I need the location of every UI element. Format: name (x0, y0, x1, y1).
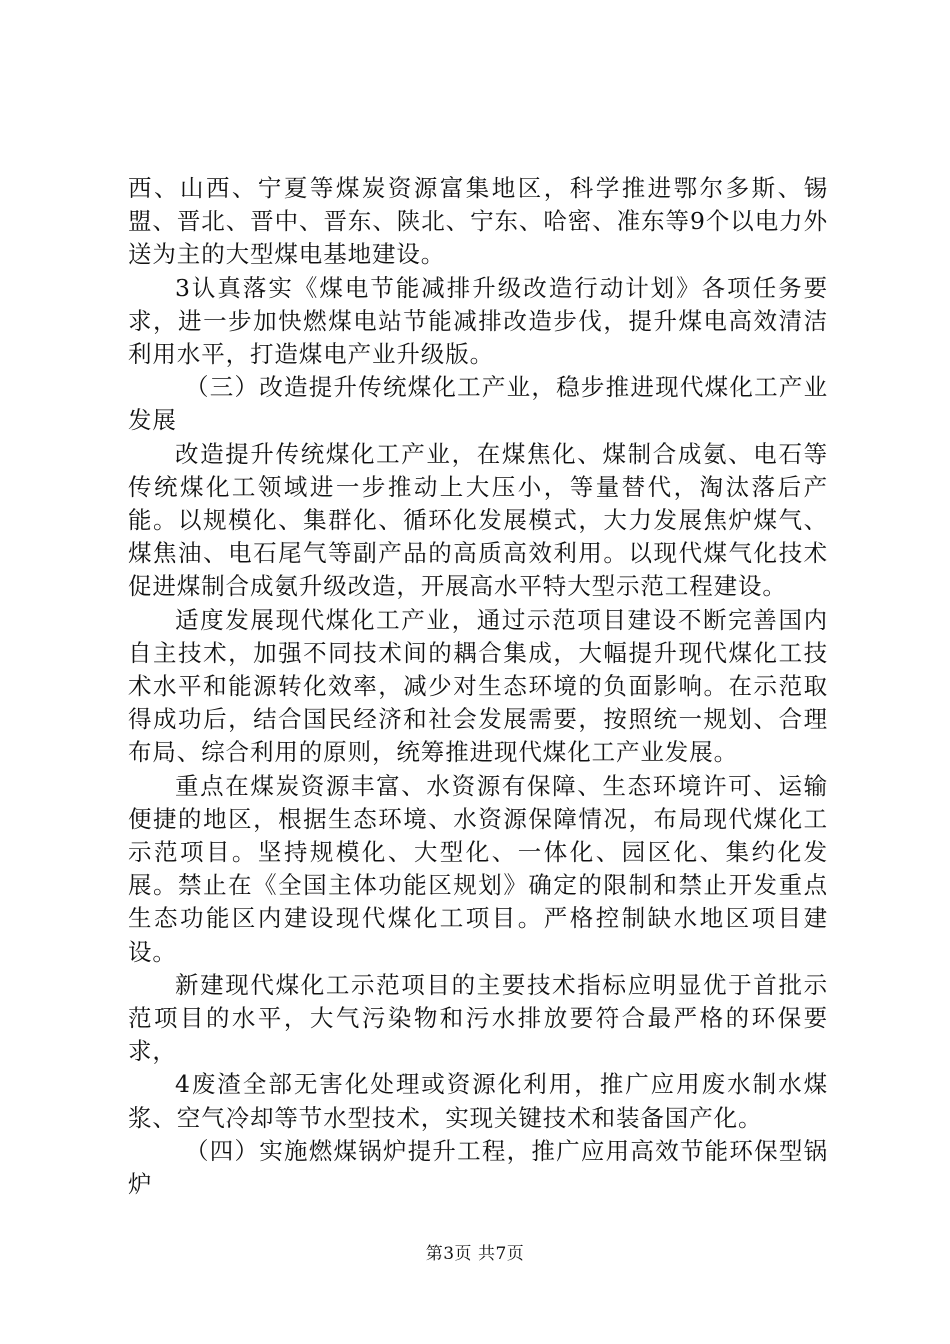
paragraph-3: 改造提升传统煤化工产业，在煤焦化、煤制合成氨、电石等传统煤化工领域进一步推动上大压小，等量替代，淘汰落后产能。以规模化、集群化、循环化发展模式，大力发展焦炉煤气、煤焦油、电石尾气等副产品的高质高效利用。以现代煤气化技术促进煤制合成氨升级改造，开展高水平特大型示范工程建设。 (128, 439, 828, 601)
paragraph-2: 3认真落实《煤电节能减排升级改造行动计划》各项任务要求，进一步加快燃煤电站节能减排改造步伐，提升煤电高效清洁利用水平，打造煤电产业升级版。 (128, 273, 828, 369)
page-footer: 第3页 共7页 (425, 1244, 525, 1264)
paragraph-6: 新建现代煤化工示范项目的主要技术指标应明显优于首批示范项目的水平，大气污染物和污水排放要符合最严格的环保要求， (128, 970, 828, 1066)
paragraph-4: 适度发展现代煤化工产业，通过示范项目建设不断完善国内自主技术，加强不同技术间的耦合集成，大幅提升现代煤化工技术水平和能源转化效率，减少对生态环境的负面影响。在示范取得成功后，结合国民经济和社会发展需要，按照统一规划、合理布局、综合利用的原则，统筹推进现代煤化工产业发展。 (128, 605, 828, 767)
paragraph-1: 西、山西、宁夏等煤炭资源富集地区，科学推进鄂尔多斯、锡盟、晋北、晋中、晋东、陕北、宁东、哈密、准东等9个以电力外送为主的大型煤电基地建设。 (128, 174, 828, 269)
paragraph-5: 重点在煤炭资源丰富、水资源有保障、生态环境许可、运输便捷的地区，根据生态环境、水资源保障情况，布局现代煤化工示范项目。坚持规模化、大型化、一体化、园区化、集约化发展。禁止在《全国主体功能区规划》确定的限制和禁止开发重点生态功能区内建设现代煤化工项目。严格控制缺水地区项目建设。 (128, 771, 828, 966)
section-heading-3: （三）改造提升传统煤化工产业，稳步推进现代煤化工产业发展 (128, 373, 828, 435)
document-body (128, 172, 828, 1201)
section-heading-4: （四）实施燃煤锅炉提升工程，推广应用高效节能环保型锅炉 (128, 1136, 828, 1199)
paragraph-7: 4废渣全部无害化处理或资源化利用，推广应用废水制水煤浆、空气冷却等节水型技术，实现关键技术和装备国产化。 (128, 1070, 828, 1132)
